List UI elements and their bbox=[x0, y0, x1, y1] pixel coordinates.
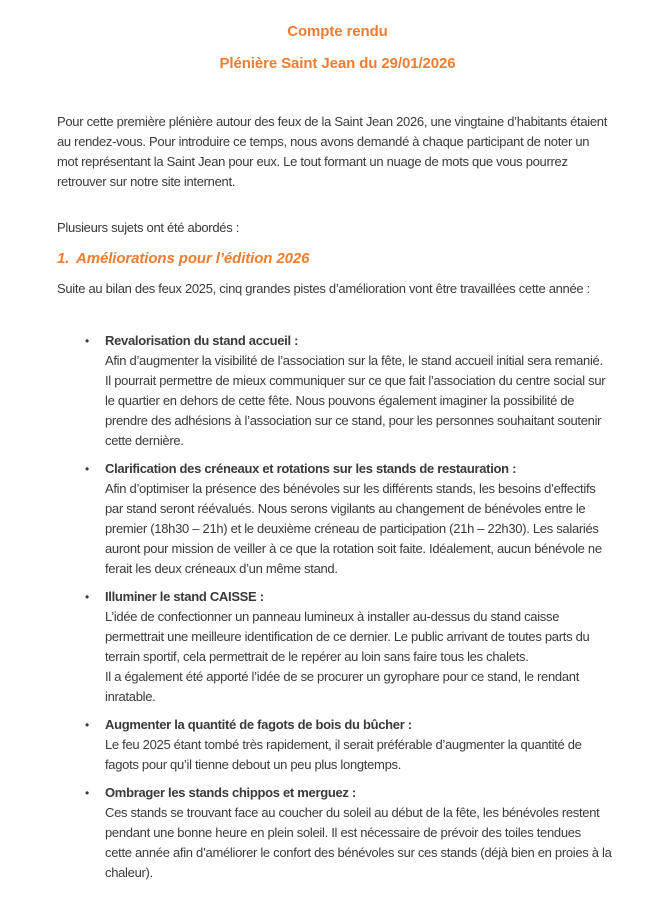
text-line: ferait les deux créneaux d’un même stand. bbox=[105, 561, 338, 576]
text-line: cette année afin d’améliorer le confort des bénévoles sur ces stands (déjà bien en proies à la bbox=[105, 845, 612, 860]
bullet-icon: • bbox=[85, 462, 89, 476]
text-line: le quartier en dehors de cette fête. Nous pouvons également imaginer la possibilité de bbox=[105, 393, 575, 408]
text-line: Afin d’optimiser la présence des bénévoles sur les différents stands, les besoins d’effectifs bbox=[105, 481, 596, 496]
list-item bbox=[57, 587, 625, 707]
text-line: fagots pour qu’il tienne debout un peu plus longtemps. bbox=[105, 757, 402, 772]
text-line: chaleur). bbox=[105, 865, 153, 880]
bullet-body bbox=[105, 735, 582, 775]
text-line: Afin d’augmenter la visibilité de l’association sur la fête, le stand accueil initial sera remanié. bbox=[105, 353, 603, 368]
bullet-content bbox=[105, 331, 605, 451]
bullet-icon: • bbox=[85, 718, 89, 732]
bullet-icon: • bbox=[85, 786, 89, 800]
bullet-title: Clarification des créneaux et rotations sur les stands de restauration : bbox=[105, 461, 517, 476]
text-line: mot représentant la Saint Jean pour eux. Le tout formant un nuage de mots que vous pourrez bbox=[57, 154, 568, 169]
section-lead: Suite au bilan des feux 2025, cinq grandes pistes d’amélioration vont être travaillées cette année : bbox=[57, 281, 590, 296]
section-title: Améliorations pour l’édition 2026 bbox=[76, 250, 310, 267]
bullet-content bbox=[105, 459, 602, 579]
text-line: Il a également été apporté l’idée de se procurer un gyrophare pour ce stand, le rendant bbox=[105, 669, 580, 684]
intro-paragraph bbox=[57, 112, 625, 192]
text-line: L’idée de confectionner un panneau lumineux à installer au-dessus du stand caisse bbox=[105, 609, 560, 624]
bullet-content bbox=[105, 715, 582, 775]
text-line: premier (18h30 – 21h) et le deuxième créneau de participation (21h – 22h30). Les salariés bbox=[105, 521, 599, 536]
list-item bbox=[57, 715, 625, 775]
text-line: Pour cette première plénière autour des feux de la Saint Jean 2026, une vingtaine d’habitants étaient bbox=[57, 114, 608, 129]
text-line: auront pour mission de veiller à ce que la rotation soit faite. Idéalement, aucun bénévole ne bbox=[105, 541, 602, 556]
bullet-title: Illuminer le stand CAISSE : bbox=[105, 589, 264, 604]
text-line: pendant une bonne heure en plein soleil. Il est nécessaire de prévoir des toiles tendues bbox=[105, 825, 581, 840]
text-line: inratable. bbox=[105, 689, 156, 704]
bullet-body bbox=[105, 351, 605, 451]
topics-lead: Plusieurs sujets ont été abordés : bbox=[57, 220, 240, 235]
section-number: 1. bbox=[57, 250, 70, 267]
bullet-body bbox=[105, 607, 589, 707]
text-line: terrain sportif, cela permettrait de le repérer au loin sans faire tous les chalets. bbox=[105, 649, 529, 664]
text-line: retrouver sur notre site internent. bbox=[57, 174, 236, 189]
bullet-title: Revalorisation du stand accueil : bbox=[105, 333, 299, 348]
bullet-body bbox=[105, 803, 612, 883]
improvements-list bbox=[57, 331, 625, 883]
list-item bbox=[57, 459, 625, 579]
bullet-icon: • bbox=[85, 590, 89, 604]
bullet-body bbox=[105, 479, 602, 579]
text-line: Ces stands se trouvant face au coucher du soleil au début de la fête, les bénévoles restent bbox=[105, 805, 600, 820]
text-line: par stand seront réévalués. Nous serons vigilants au changement de bénévoles entre le bbox=[105, 501, 586, 516]
doc-subtitle: Plénière Saint Jean du 29/01/2026 bbox=[219, 55, 456, 72]
bullet-title: Augmenter la quantité de fagots de bois du bûcher : bbox=[105, 717, 412, 732]
list-item bbox=[57, 331, 625, 451]
text-line: prendre des adhésions à l’association sur ce stand, pour les personnes souhaitant soutenir bbox=[105, 413, 602, 428]
bullet-icon: • bbox=[85, 334, 89, 348]
text-line: cette dernière. bbox=[105, 433, 184, 448]
section-heading bbox=[57, 248, 625, 269]
bullet-content bbox=[105, 587, 589, 707]
list-item bbox=[57, 783, 625, 883]
bullet-title: Ombrager les stands chippos et merguez : bbox=[105, 785, 356, 800]
bullet-content bbox=[105, 783, 612, 883]
text-line: au rendez-vous. Pour introduire ce temps, nous avons demandé à chaque participant de noter un bbox=[57, 134, 590, 149]
text-line: Il pourrait permettre de mieux communiquer sur ce que fait l’association du centre social sur bbox=[105, 373, 606, 388]
doc-title: Compte rendu bbox=[287, 23, 388, 40]
text-line: permettrait une meilleure identification de ce dernier. Le public arrivant de toutes parts du bbox=[105, 629, 590, 644]
text-line: Le feu 2025 étant tombé très rapidement, il serait préférable d’augmenter la quantité de bbox=[105, 737, 582, 752]
